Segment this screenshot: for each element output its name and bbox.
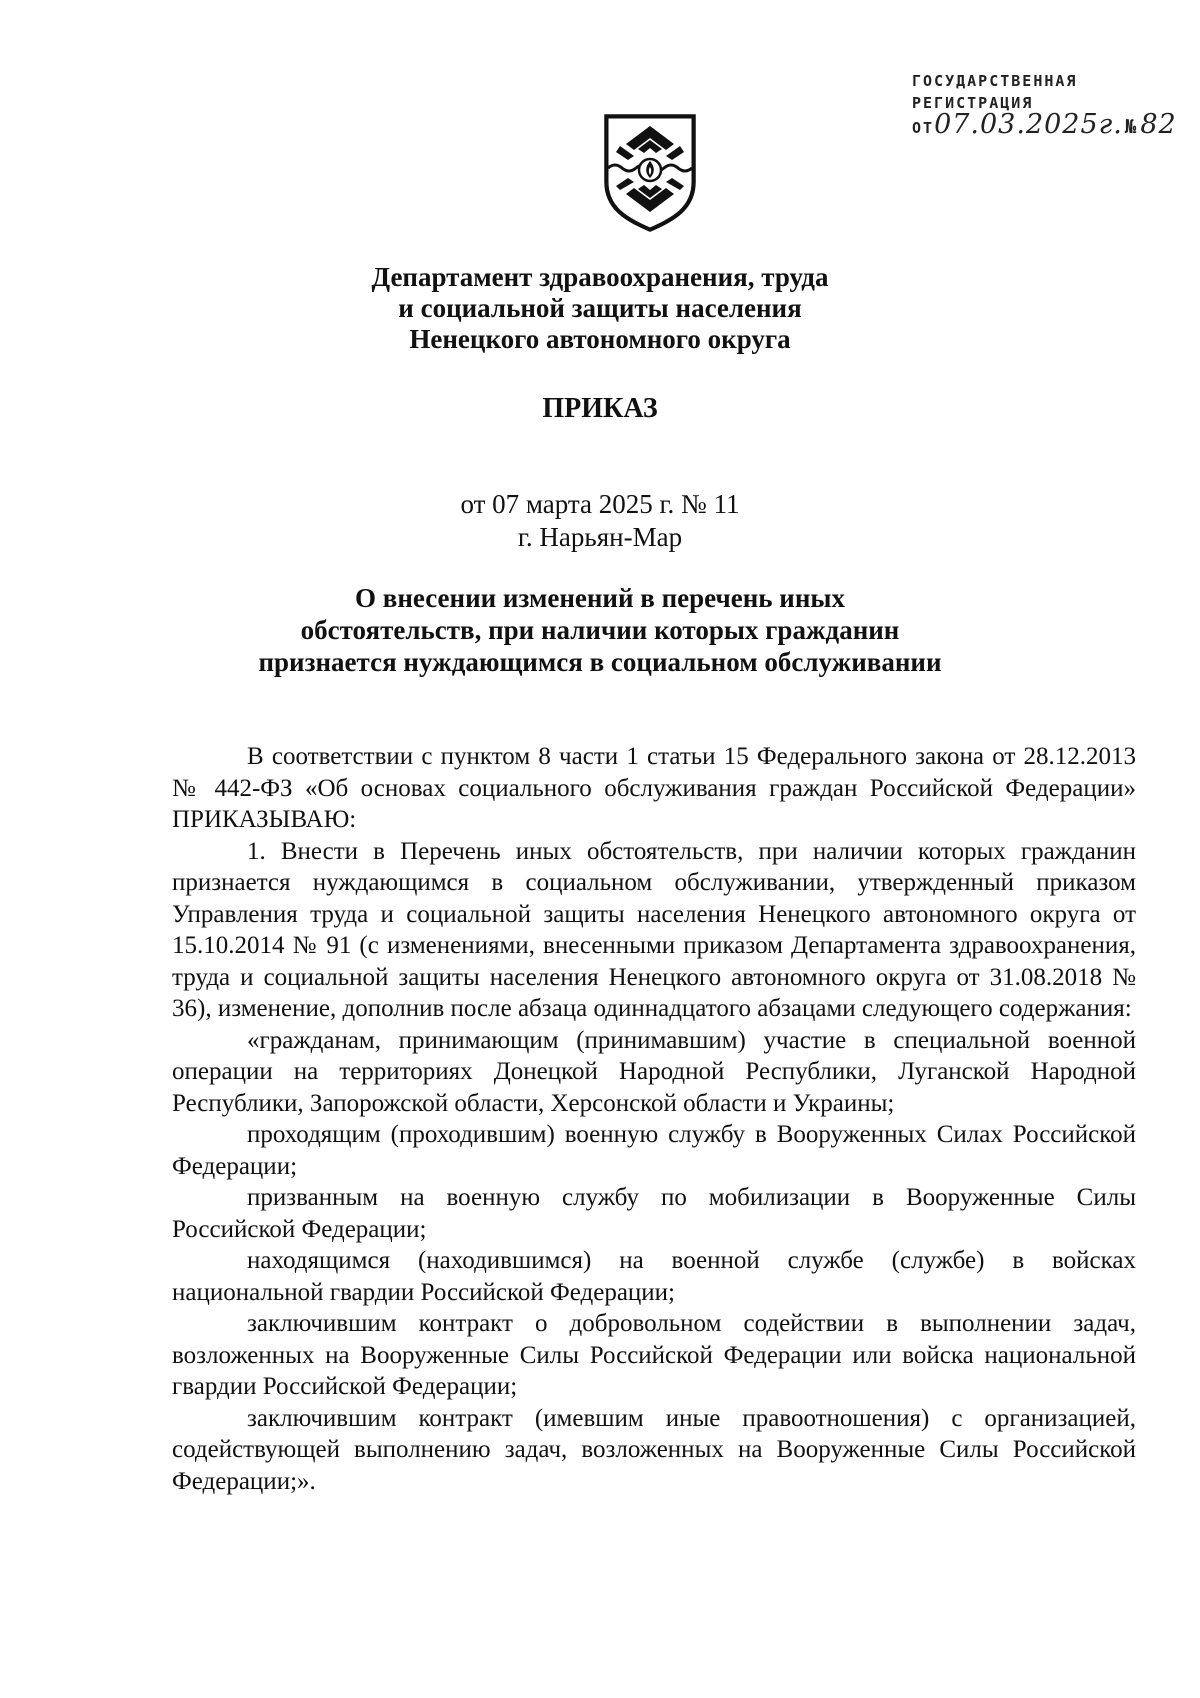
stamp-prefix: ОТ xyxy=(912,119,935,137)
registration-stamp xyxy=(912,70,1177,140)
body-paragraph: «гражданам, принимающим (принимавшим) участие в специальной военной операции на территориях Донецкой Народной Республики, Луганской Народной Республики, Запорожской области, Херсонской области и Украины; xyxy=(172,1026,1136,1117)
stamp-line-1: ГОСУДАРСТВЕННАЯ xyxy=(912,72,1078,90)
body-paragraph: проходящим (проходившим) военную службу в Вооруженных Силах Российской Федерации; xyxy=(172,1121,1136,1180)
department-line-3: Ненецкого автономного округа xyxy=(409,324,791,354)
coat-of-arms-icon xyxy=(600,112,700,234)
stamp-line-2: РЕГИСТРАЦИЯ xyxy=(912,94,1034,112)
order-date-number: от 07 марта 2025 г. № 11 xyxy=(460,489,740,519)
order-place: г. Нарьян-Мар xyxy=(517,522,683,552)
order-subject xyxy=(0,582,1200,678)
subject-line-2: обстоятельств, при наличии которых гражданин xyxy=(300,615,900,645)
document-type-title: ПРИКАЗ xyxy=(542,393,658,424)
subject-line-1: О внесении изменений в перечень иных xyxy=(355,583,845,613)
date-and-place xyxy=(0,488,1200,554)
stamp-number-sign: № xyxy=(1124,116,1139,138)
body-paragraph: В соответствии с пунктом 8 части 1 статьи 15 Федерального закона от 28.12.2013 № 442-ФЗ «Об основах социального обслуживания граждан Российской Федерации» ПРИКАЗЫВАЮ: xyxy=(172,743,1136,833)
department-line-1: Департамент здравоохранения, труда xyxy=(371,262,829,292)
department-line-2: и социальной защиты населения xyxy=(398,293,802,323)
subject-line-3: признается нуждающимся в социальном обслуживании xyxy=(258,647,942,677)
stamp-handwritten-number: 82 xyxy=(1140,109,1177,140)
body-paragraph: 1. Внести в Перечень иных обстоятельств, при наличии которых гражданин признается нуждающимся в социальном обслуживании, утвержденный приказом Управления труда и социальной защиты населения Ненецкого автономного округа от 15.10.2014 № 91 (с изменениями, внесенными приказом Департамента здравоохранения, труда и социальной защиты населения Ненецкого автономного округа от 31.08.2018 № 36), изменение, дополнив после абзаца одиннадцатого абзацами следующего содержания: xyxy=(172,837,1136,1022)
stamp-line-3 xyxy=(912,109,1177,140)
stamp-handwritten-date: 07.03.2025г. xyxy=(934,109,1123,140)
body-paragraph: призванным на военную службу по мобилизации в Вооруженные Силы Российской Федерации; xyxy=(172,1184,1136,1243)
body-paragraph: заключившим контракт о добровольном содействии в выполнении задач, возложенных на Вооруженные Силы Российской Федерации или войска национальной гвардии Российской Федерации; xyxy=(172,1310,1136,1400)
body-paragraph: находящимся (находившимся) на военной службе (службе) в войсках национальной гвардии Российской Федерации; xyxy=(172,1247,1136,1306)
order-body xyxy=(172,741,1136,1497)
department-name xyxy=(0,262,1200,355)
body-paragraph: заключившим контракт (имевшим иные правоотношения) с организацией, содействующей выполнению задач, возложенных на Вооруженные Силы Российской Федерации;». xyxy=(172,1404,1136,1495)
